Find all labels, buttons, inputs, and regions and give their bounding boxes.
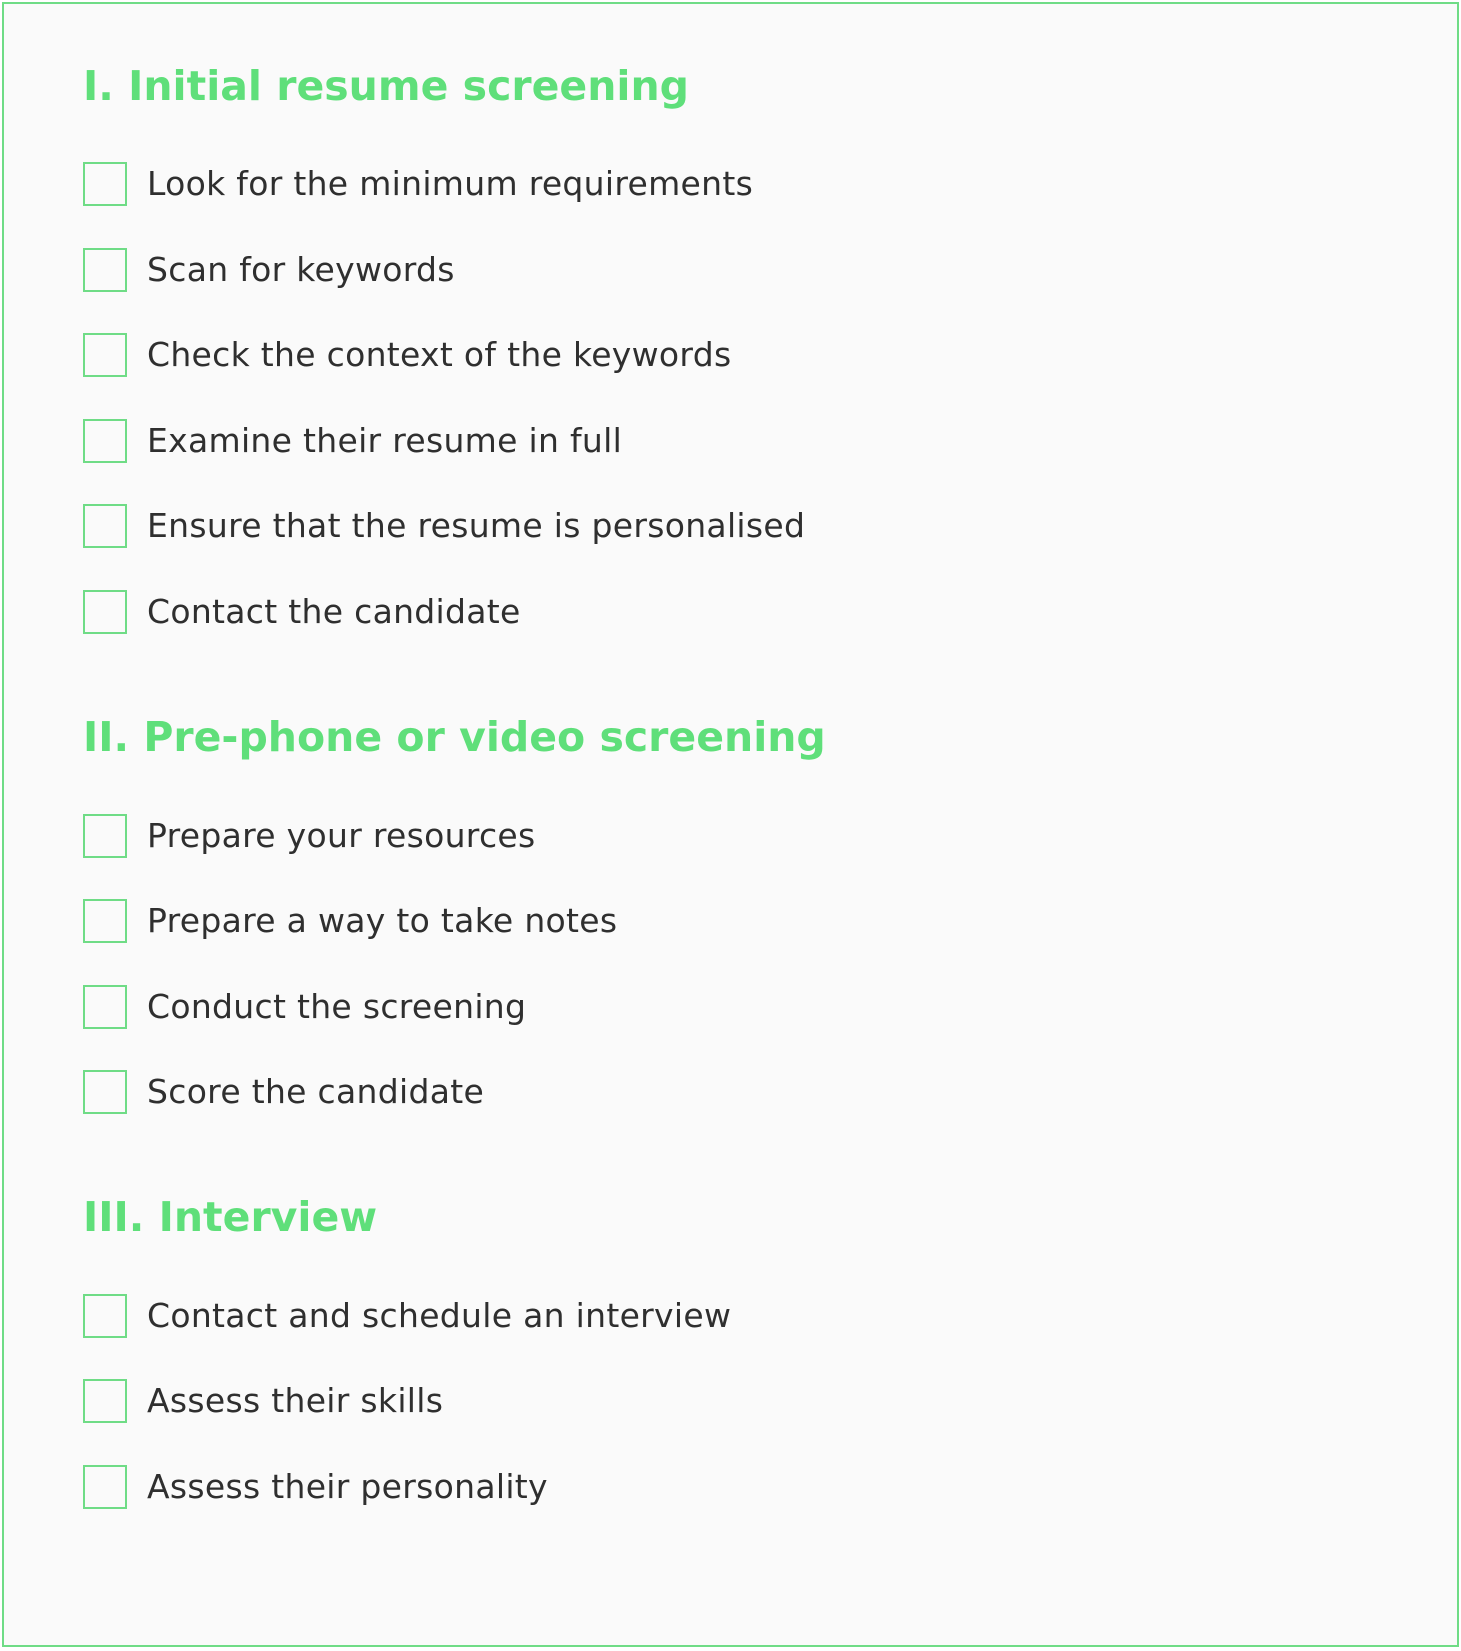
section-title: II. Pre-phone or video screening <box>83 713 826 761</box>
checklist-item-label: Conduct the screening <box>147 987 527 1026</box>
checklist-item[interactable] <box>83 812 536 860</box>
checklist-item[interactable] <box>83 897 617 945</box>
checkbox[interactable] <box>83 333 127 377</box>
checklist-item-label: Prepare your resources <box>147 816 536 855</box>
checklist-item[interactable] <box>83 1292 731 1340</box>
checklist-item-label: Look for the minimum requirements <box>147 164 754 203</box>
checkbox[interactable] <box>83 1379 127 1423</box>
checklist-item[interactable] <box>83 331 731 379</box>
checkbox[interactable] <box>83 1465 127 1509</box>
checklist-item-label: Examine their resume in full <box>147 421 623 460</box>
checkbox[interactable] <box>83 985 127 1029</box>
checklist-item[interactable] <box>83 1463 548 1511</box>
checkbox[interactable] <box>83 248 127 292</box>
section-title: I. Initial resume screening <box>83 62 689 110</box>
checklist-item-label: Check the context of the keywords <box>147 335 732 374</box>
checklist-item[interactable] <box>83 1377 443 1425</box>
checklist-item[interactable] <box>83 588 521 636</box>
checkbox[interactable] <box>83 590 127 634</box>
checklist-item-label: Score the candidate <box>147 1072 485 1111</box>
checkbox[interactable] <box>83 814 127 858</box>
checklist-item[interactable] <box>83 983 526 1031</box>
checklist-item[interactable] <box>83 502 805 550</box>
checklist-item-label: Assess their personality <box>147 1467 548 1506</box>
checklist-card <box>2 2 1459 1647</box>
checkbox[interactable] <box>83 162 127 206</box>
checklist-item[interactable] <box>83 1068 484 1116</box>
checklist-item-label: Contact the candidate <box>147 592 521 631</box>
checklist-item-label: Scan for keywords <box>147 250 455 289</box>
checklist-item[interactable] <box>83 246 455 294</box>
section-title: III. Interview <box>83 1193 378 1241</box>
checklist-item[interactable] <box>83 417 622 465</box>
checklist-item-label: Contact and schedule an interview <box>147 1296 732 1335</box>
checklist-item-label: Prepare a way to take notes <box>147 901 618 940</box>
checkbox[interactable] <box>83 1294 127 1338</box>
checklist-item[interactable] <box>83 160 753 208</box>
checkbox[interactable] <box>83 419 127 463</box>
checkbox[interactable] <box>83 899 127 943</box>
checklist-item-label: Ensure that the resume is personalised <box>147 506 806 545</box>
checkbox[interactable] <box>83 504 127 548</box>
checklist-item-label: Assess their skills <box>147 1381 444 1420</box>
checkbox[interactable] <box>83 1070 127 1114</box>
